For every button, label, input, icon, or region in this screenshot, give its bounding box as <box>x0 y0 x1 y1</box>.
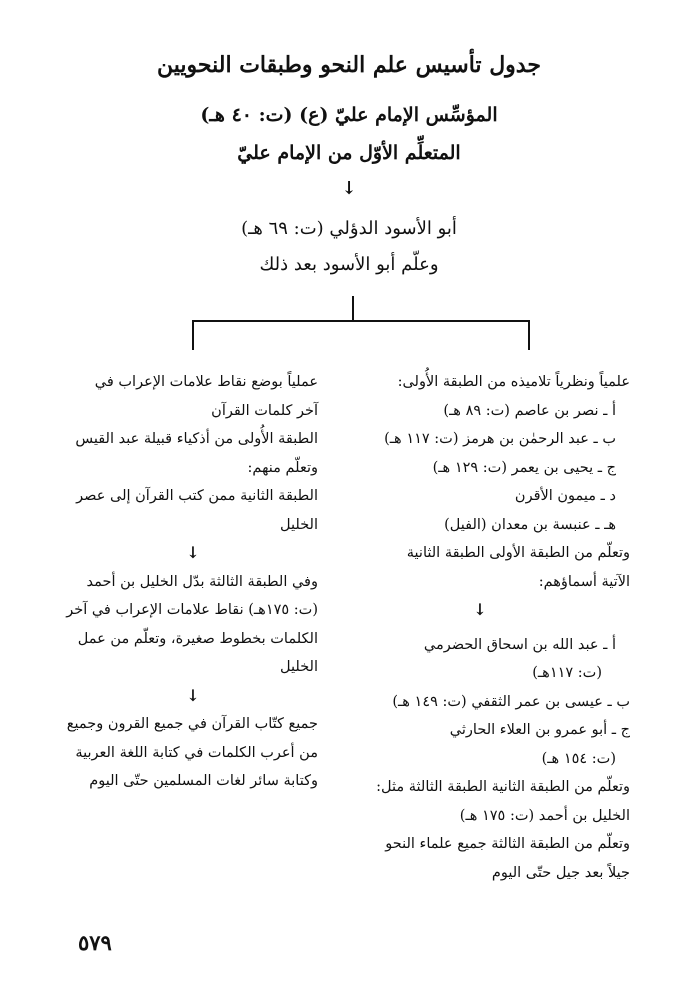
list-item: أ ـ عبد الله بن اسحاق الحضرمي <box>423 636 616 653</box>
left-line: جميع كتّاب القرآن في جميع القرون وجميع <box>66 716 318 732</box>
list-item: ب ـ عبد الرحمٰن بن هرمز (ت: ١١٧ هـ) <box>384 431 616 447</box>
second-intro-line: وتعلّم من الطبقة الأولى الطبقة الثانية <box>406 545 630 561</box>
abu-aswad-taught-line: وعلّم أبو الأسود بعد ذلك <box>259 254 439 275</box>
page-number: ٥٧٩ <box>78 930 112 955</box>
final-line: وتعلّم من الطبقة الثالثة جميع علماء النحو <box>385 836 630 852</box>
left-line: الخليل <box>280 659 318 675</box>
left-line: الكلمات بخطوط صغيرة، وتعلّم من عمل <box>77 630 318 647</box>
left-line: وفي الطبقة الثالثة بدّل الخليل بن أحمد <box>86 573 318 590</box>
third-tier-line: الخليل بن أحمد (ت: ١٧٥ هـ) <box>459 807 630 824</box>
final-line: جيلاً بعد جيل حتّى اليوم <box>491 864 630 881</box>
right-intro: علمياً ونظرياً تلاميذه من الطبقة الأُولى: <box>397 374 630 390</box>
list-item: ج ـ يحيى بن يعمر (ت: ١٢٩ هـ) <box>432 459 616 476</box>
left-line: الخليل <box>280 516 318 533</box>
left-line: (ت: ١٧٥هـ) نقاط علامات الإعراب في آخر <box>66 602 318 618</box>
third-intro-line: وتعلّم من الطبقة الثانية الطبقة الثالثة مثل: <box>376 779 630 795</box>
left-line: وتعلّم منهم: <box>247 459 318 476</box>
list-item: (ت: ١١٧هـ) <box>532 665 602 681</box>
left-line: الطبقة الأُولى من أذكياء قبيلة عبد القيس <box>75 431 318 447</box>
down-arrow-icon: ↓ <box>473 600 487 619</box>
left-line: من أعرب الكلمات في كتابة اللغة العربية <box>75 744 318 761</box>
tree-stem-line <box>352 296 354 320</box>
down-arrow-icon: ↓ <box>341 178 357 199</box>
right-column <box>330 368 630 887</box>
second-intro-line: الآتية أسماؤهم: <box>538 573 630 590</box>
left-line: الطبقة الثانية ممن كتب القرآن إلى عصر <box>76 488 318 504</box>
list-item: (ت: ١٥٤ هـ) <box>541 750 616 767</box>
down-arrow-icon: ↓ <box>186 685 200 705</box>
left-line: آخر كلمات القرآن <box>211 402 318 419</box>
tree-left-drop-line <box>192 320 194 350</box>
tree-branch-line <box>192 320 530 322</box>
list-item: أ ـ نصر بن عاصم (ت: ٨٩ هـ) <box>443 402 616 419</box>
founder-line: المؤسِّس الإمام عليّ (ع) (ت: ٤٠ هـ) <box>200 104 498 126</box>
first-learner-line: المتعلِّم الأوّل من الإمام عليّ <box>237 142 461 164</box>
left-line: عملياً بوضع نقاط علامات الإعراب في <box>94 374 318 390</box>
list-item: ج ـ أبو عمرو بن العلاء الحارثي <box>449 722 630 738</box>
down-arrow-icon: ↓ <box>186 543 200 562</box>
list-item: هـ ـ عنبسة بن معدان (الفيل) <box>444 516 616 533</box>
page-title: جدول تأسيس علم النحو وطبقات النحويين <box>157 52 541 78</box>
abu-aswad-line: أبو الأسود الدؤلي (ت: ٦٩ هـ) <box>241 218 457 239</box>
tree-right-drop-line <box>528 320 530 350</box>
left-column <box>68 368 318 796</box>
list-item: د ـ ميمون الأقرن <box>514 488 616 504</box>
left-line: وكتابة سائر لغات المسلمين حتّى اليوم <box>89 773 318 789</box>
list-item: ب ـ عيسى بن عمر الثقفي (ت: ١٤٩ هـ) <box>392 693 630 710</box>
